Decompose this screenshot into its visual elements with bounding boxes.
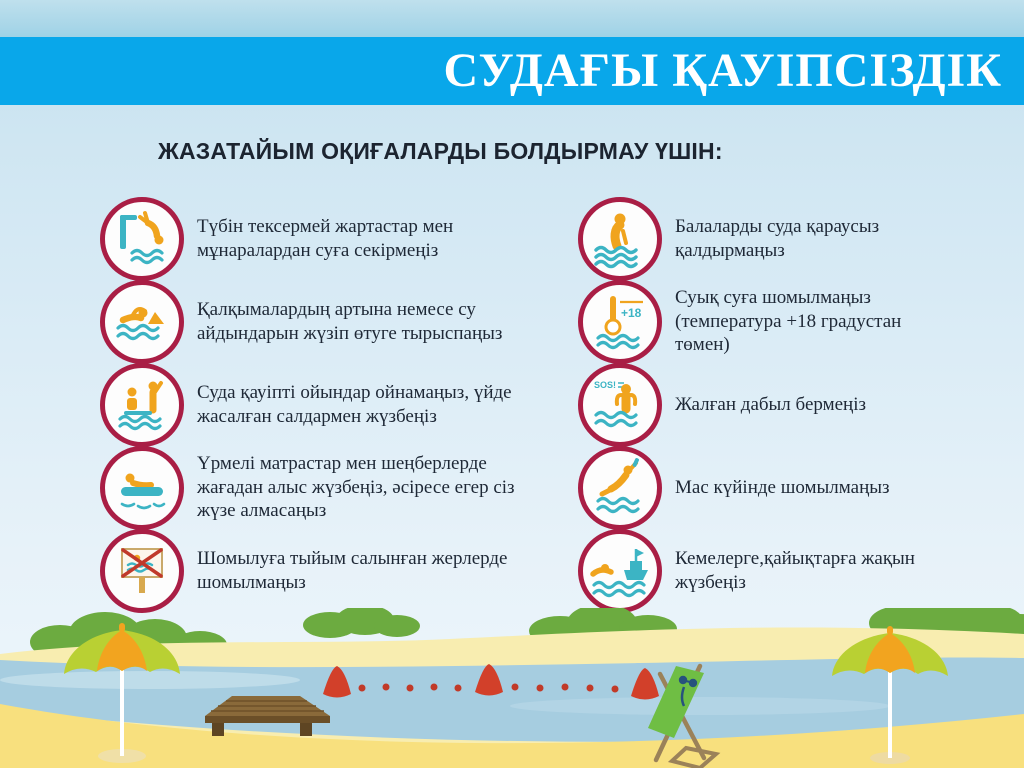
ships-boats-icon [578, 529, 662, 613]
list-item [578, 446, 930, 529]
title-banner [0, 37, 1024, 105]
rule-text: Кемелерге,қайықтарға жақын жүзбеңіз [675, 547, 915, 593]
no-diving-icon [100, 197, 184, 281]
false-alarm-icon [578, 363, 662, 447]
beach-scene [0, 608, 1024, 768]
list-item [100, 280, 518, 363]
list-item [578, 280, 930, 363]
rule-text: Түбін тексермей жартастар мен мұнаралардан суға секірмеңіз [197, 215, 454, 261]
rule-text: Қалқымалардың артына немесе су айдындарын жүзіп өтуге тырыспаңыз [197, 298, 503, 344]
rule-text: Жалған дабыл бермеңіз [675, 393, 867, 415]
rule-text: Балаларды суда қараусыз қалдырмаңыз [675, 215, 880, 261]
rule-text: Суда қауіпті ойындар ойнамаңыз, үйде жасалған салдармен жүзбеңіз [197, 381, 512, 427]
no-crossing-water-icon [100, 280, 184, 364]
list-item [100, 197, 518, 280]
cold-water-icon [578, 280, 662, 364]
water-highlight [510, 697, 890, 715]
list-item [100, 363, 518, 446]
no-inflatable-mattress-icon [100, 446, 184, 530]
intro-heading: ЖАЗАТАЙЫМ ОҚИҒАЛАРДЫ БОЛДЫРМАУ ҮШІН: [158, 138, 723, 164]
rule-text: Суық суға шомылмаңыз (температура +18 градустан төмен) [675, 286, 902, 356]
no-swimming-sign-icon [100, 529, 184, 613]
rule-text: Үрмелі матрастар мен шеңберлерде жағадан алыс жүзбеңіз, әсіресе егер сіз жүзе алмасаңыз [197, 452, 515, 522]
list-item [100, 529, 518, 612]
list-item [100, 446, 518, 529]
rules-column-left [100, 197, 518, 612]
page-title: СУДАҒЫ ҚАУІПСІЗДІК [443, 44, 1002, 97]
no-dangerous-games-icon [100, 363, 184, 447]
temperature-label: +18 [621, 305, 642, 320]
sos-label: SOS! [594, 379, 617, 390]
rule-text: Шомылуға тыйым салынған жерлерде шомылмаңыз [197, 547, 508, 593]
rules-column-right [578, 197, 930, 612]
water-highlight [0, 671, 300, 689]
list-item [578, 529, 930, 612]
rule-text: Мас күйінде шомылмаңыз [675, 476, 890, 498]
top-strip [0, 0, 1024, 37]
drunk-swimming-icon [578, 446, 662, 530]
list-item [578, 197, 930, 280]
child-unattended-icon [578, 197, 662, 281]
list-item [578, 363, 930, 446]
